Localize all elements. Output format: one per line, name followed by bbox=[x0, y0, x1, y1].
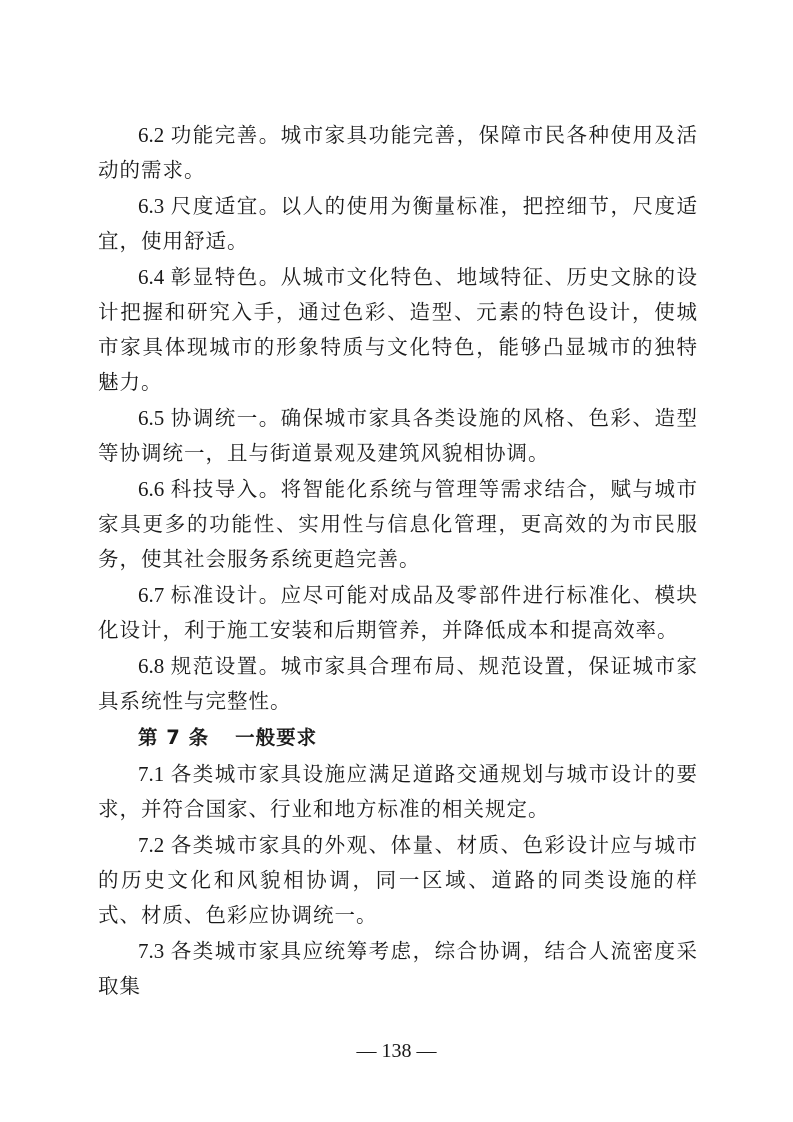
clause-text: 尺度适宜。以人的使用为衡量标准，把控细节，尺度适宜，使用舒适。 bbox=[98, 194, 698, 253]
clause-6-6 bbox=[98, 472, 698, 577]
clause-7-3 bbox=[98, 934, 698, 1004]
clause-6-7 bbox=[98, 578, 698, 648]
page-number: — 138 — bbox=[356, 1040, 437, 1062]
clause-6-8 bbox=[98, 649, 698, 719]
clause-text: 各类城市家具的外观、体量、材质、色彩设计应与城市的历史文化和风貌相协调，同一区域、道路的同类设施的样式、材质、色彩应协调统一。 bbox=[98, 833, 698, 927]
clause-text: 标准设计。应尽可能对成品及零部件进行标准化、模块化设计，利于施工安装和后期管养，并降低成本和提高效率。 bbox=[98, 583, 698, 642]
clause-6-4 bbox=[98, 260, 698, 400]
clause-number: 6.5 bbox=[138, 406, 165, 430]
clause-number: 6.6 bbox=[138, 477, 165, 501]
clause-text: 彰显特色。从城市文化特色、地域特征、历史文脉的设计把握和研究入手，通过色彩、造型、元素的特色设计，使城市家具体现城市的形象特质与文化特色，能够凸显城市的独特魅力。 bbox=[98, 265, 698, 394]
section-heading bbox=[98, 720, 698, 756]
clause-number: 6.3 bbox=[138, 194, 165, 218]
clause-text: 科技导入。将智能化系统与管理等需求结合，赋与城市家具更多的功能性、实用性与信息化管理，更高效的为市民服务，使其社会服务系统更趋完善。 bbox=[98, 477, 698, 571]
section-title: 一般要求 bbox=[235, 726, 318, 749]
clause-7-2 bbox=[98, 828, 698, 933]
clause-number: 6.8 bbox=[138, 654, 165, 678]
clause-7-1 bbox=[98, 757, 698, 827]
clause-6-5 bbox=[98, 401, 698, 471]
clause-number: 7.1 bbox=[138, 762, 165, 786]
clause-6-2 bbox=[98, 118, 698, 188]
clause-number: 7.3 bbox=[138, 939, 165, 963]
clause-text: 各类城市家具应统筹考虑，综合协调，结合人流密度采取集 bbox=[98, 939, 698, 998]
clause-text: 功能完善。城市家具功能完善，保障市民各种使用及活动的需求。 bbox=[98, 123, 698, 182]
clause-number: 6.2 bbox=[138, 123, 165, 147]
clause-text: 各类城市家具设施应满足道路交通规划与城市设计的要求，并符合国家、行业和地方标准的相关规定。 bbox=[98, 762, 698, 821]
clause-text: 协调统一。确保城市家具各类设施的风格、色彩、造型等协调统一，且与街道景观及建筑风貌相协调。 bbox=[98, 406, 698, 465]
clause-number: 7.2 bbox=[138, 833, 165, 857]
section-label: 第 7 条 bbox=[138, 726, 210, 749]
clause-6-3 bbox=[98, 189, 698, 259]
clause-text: 规范设置。城市家具合理布局、规范设置，保证城市家具系统性与完整性。 bbox=[98, 654, 698, 713]
document-body bbox=[98, 118, 698, 1005]
clause-number: 6.7 bbox=[138, 583, 165, 607]
clause-number: 6.4 bbox=[138, 265, 165, 289]
